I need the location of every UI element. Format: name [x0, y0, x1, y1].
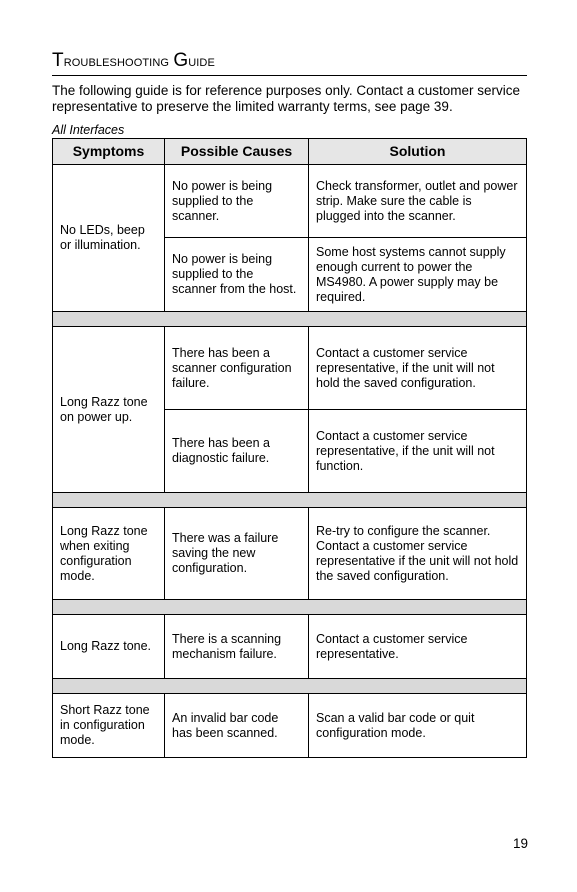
heading-initial-1: T [52, 50, 64, 71]
solution-cell: Re-try to configure the scanner. Contact a customer service representative if the unit will not hold the saved configuration. [309, 508, 527, 600]
table-row [53, 327, 527, 410]
cause-cell: No power is being supplied to the scanner from the host. [165, 238, 309, 312]
cause-cell: An invalid bar code has been scanned. [165, 694, 309, 758]
table-separator [53, 312, 527, 327]
symptom-cell: Long Razz tone when exiting configuration mode. [53, 508, 165, 600]
symptom-cell: No LEDs, beep or illumination. [53, 165, 165, 312]
heading-initial-2: G [173, 50, 189, 71]
table-row [53, 694, 527, 758]
header-solution: Solution [309, 139, 527, 165]
page-number: 19 [512, 836, 528, 851]
header-possible-causes: Possible Causes [165, 139, 309, 165]
section-heading [52, 50, 527, 76]
heading-rest-2: uide [188, 53, 215, 70]
solution-cell: Check transformer, outlet and power strip. Make sure the cable is plugged into the scanner. [309, 165, 527, 238]
intro-paragraph: The following guide is for reference purposes only. Contact a customer service representative to preserve the limited warranty terms, see page 39. [52, 83, 520, 114]
solution-cell: Contact a customer service representative, if the unit will not hold the saved configuration. [309, 327, 527, 410]
solution-cell: Scan a valid bar code or quit configuration mode. [309, 694, 527, 758]
solution-cell: Some host systems cannot supply enough current to power the MS4980. A power supply may be required. [309, 238, 527, 312]
symptom-cell: Long Razz tone on power up. [53, 327, 165, 493]
table-row [53, 165, 527, 238]
table-separator [53, 679, 527, 694]
symptom-cell: Long Razz tone. [53, 615, 165, 679]
troubleshooting-table [52, 138, 527, 758]
cause-cell: No power is being supplied to the scanner. [165, 165, 309, 238]
heading-rest-1: roubleshooting [63, 53, 170, 70]
cause-cell: There has been a diagnostic failure. [165, 410, 309, 493]
cause-cell: There was a failure saving the new configuration. [165, 508, 309, 600]
solution-cell: Contact a customer service representative, if the unit will not function. [309, 410, 527, 493]
table-header-row [53, 139, 527, 165]
table-row [53, 508, 527, 600]
cause-cell: There is a scanning mechanism failure. [165, 615, 309, 679]
table-separator [53, 493, 527, 508]
solution-cell: Contact a customer service representative. [309, 615, 527, 679]
table-separator [53, 600, 527, 615]
table-row [53, 615, 527, 679]
header-symptoms: Symptoms [53, 139, 165, 165]
interfaces-label: All Interfaces [52, 123, 125, 137]
cause-cell: There has been a scanner configuration failure. [165, 327, 309, 410]
symptom-cell: Short Razz tone in configuration mode. [53, 694, 165, 758]
